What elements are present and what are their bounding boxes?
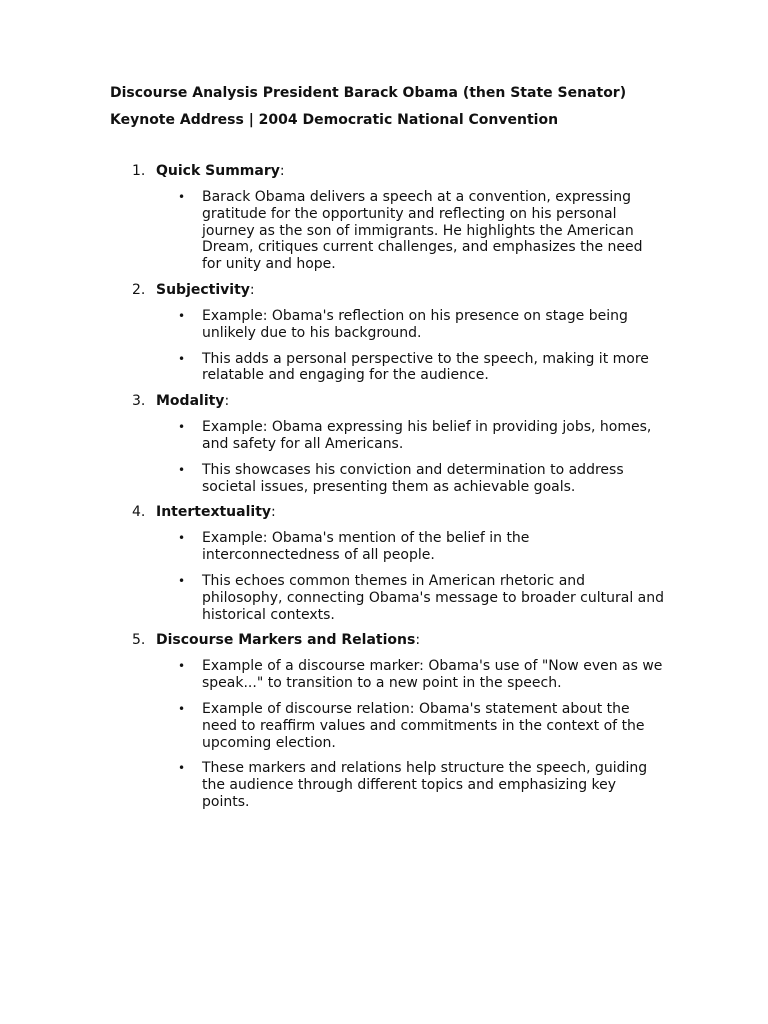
document-subtitle: Keynote Address | 2004 Democratic National Convention <box>110 112 559 128</box>
heading-colon: : <box>279 163 285 179</box>
section-number: 2. <box>132 281 146 298</box>
bullet-text: This adds a personal perspective to the speech, making it more relatable and engaging for the audience. <box>202 350 649 384</box>
section-item <box>110 632 670 810</box>
document-title: Discourse Analysis President Barack Obama (then State Senator) <box>110 85 627 101</box>
bullet-item <box>156 189 664 273</box>
bullet-list <box>156 189 670 273</box>
bullet-icon: • <box>178 190 186 204</box>
bullet-text: This echoes common themes in American rhetoric and philosophy, connecting Obama's message to broader cultural and historical contexts. <box>202 572 665 623</box>
bullet-item <box>156 530 664 564</box>
bullet-icon: • <box>178 659 186 674</box>
bullet-icon: • <box>178 761 186 776</box>
heading-colon: : <box>415 632 421 649</box>
bullet-icon: • <box>178 462 186 477</box>
section-list <box>110 163 670 811</box>
section-heading: Discourse Markers and Relations <box>156 632 416 649</box>
bullet-text: This showcases his conviction and determination to address societal issues, presenting them as achievable goals. <box>202 461 624 495</box>
section-item <box>110 163 670 273</box>
bullet-icon: • <box>178 573 186 588</box>
section-number: 1. <box>132 163 146 179</box>
bullet-item <box>156 658 664 692</box>
bullet-item <box>156 701 664 751</box>
section-number: 5. <box>132 632 146 649</box>
section-heading: Subjectivity <box>156 281 250 298</box>
heading-colon: : <box>249 281 255 298</box>
bullet-list <box>156 308 670 384</box>
section-heading: Quick Summary <box>156 163 280 179</box>
bullet-item <box>156 760 664 810</box>
bullet-icon: • <box>178 351 186 366</box>
section-heading: Intertextuality <box>156 504 272 521</box>
bullet-text: Barack Obama delivers a speech at a convention, expressing gratitude for the opportunity and reflecting on his personal journey as the son of immigrants. He highlights the American Dream, critiques current challenges, and emphasizes the need for unity and hope. <box>202 189 643 273</box>
bullet-item <box>156 419 664 453</box>
bullet-item <box>156 462 664 496</box>
bullet-text: These markers and relations help structure the speech, guiding the audience through different topics and emphasizing key points. <box>202 760 648 810</box>
section-item <box>110 282 670 384</box>
bullet-text: Example: Obama expressing his belief in providing jobs, homes, and safety for all Americans. <box>202 419 652 452</box>
bullet-icon: • <box>178 531 186 546</box>
bullet-item <box>156 573 664 623</box>
bullet-text: Example: Obama's mention of the belief in the interconnectedness of all people. <box>202 530 530 564</box>
heading-colon: : <box>271 504 276 521</box>
bullet-icon: • <box>178 701 186 716</box>
bullet-text: Example: Obama's reflection on his presence on stage being unlikely due to his background. <box>202 307 628 341</box>
bullet-list <box>156 658 670 810</box>
heading-colon: : <box>224 393 230 410</box>
bullet-icon: • <box>178 308 186 323</box>
bullet-text: Example of a discourse marker: Obama's use of "Now even as we speak..." to transition to a new point in the speech. <box>202 658 663 692</box>
section-heading: Modality <box>156 393 225 410</box>
bullet-list <box>156 530 670 623</box>
bullet-text: Example of discourse relation: Obama's statement about the need to reaffirm values and commitments in the context of the upcoming election. <box>202 700 645 751</box>
bullet-item <box>156 351 664 385</box>
bullet-icon: • <box>178 420 186 435</box>
section-number: 4. <box>132 504 146 521</box>
bullet-item <box>156 308 664 342</box>
section-number: 3. <box>132 393 146 410</box>
bullet-list <box>156 419 670 495</box>
section-item <box>110 504 670 623</box>
section-item <box>110 393 670 495</box>
